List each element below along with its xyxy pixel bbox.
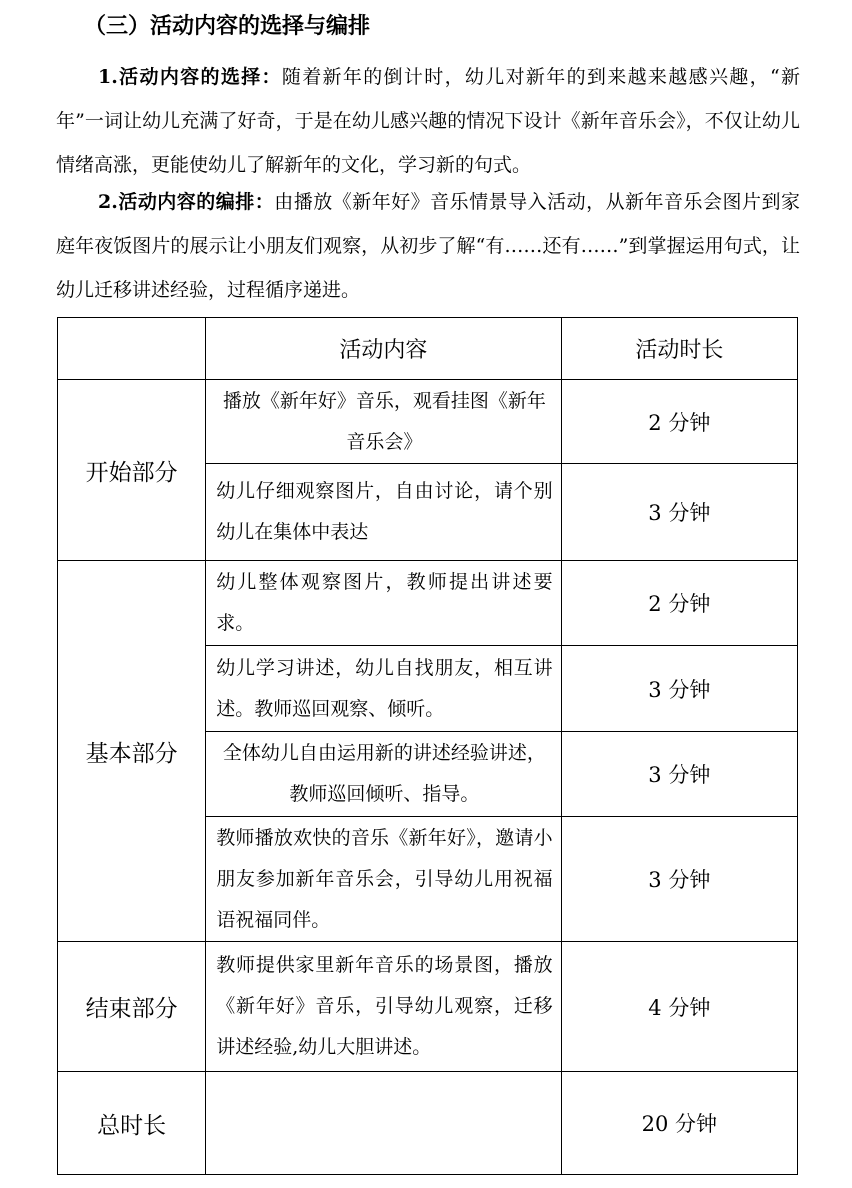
activity-table [57, 317, 798, 1175]
activity-content-cell: 教师播放欢快的音乐《新年好》，邀请小朋友参加新年音乐会，引导幼儿用祝福语祝福同伴。 [206, 817, 561, 942]
table-row [58, 561, 798, 646]
table-total-row [58, 1072, 798, 1175]
activity-duration-cell: 2 分钟 [561, 380, 797, 464]
activity-duration-cell: 3 分钟 [561, 464, 797, 561]
activity-duration-cell: 3 分钟 [561, 732, 797, 817]
table-row [58, 380, 798, 464]
paragraph-text: 随着新年的倒计时，幼儿对新年的到来越来越感兴趣，“新年”一词让幼儿充满了好奇，于是在幼儿感兴趣的情况下设计《新年音乐会》，不仅让幼儿情绪高涨，更能使幼儿了解新年的文化，学习新的句式。 [56, 66, 800, 176]
activity-duration-cell: 3 分钟 [561, 646, 797, 732]
activity-content-cell: 幼儿学习讲述，幼儿自找朋友，相互讲述。教师巡回观察、倾听。 [206, 646, 561, 732]
header-cell-duration: 活动时长 [561, 318, 797, 380]
header-cell-blank [58, 318, 206, 380]
activity-content-cell: 全体幼儿自由运用新的讲述经验讲述，教师巡回倾听、指导。 [206, 732, 561, 817]
activity-duration-cell: 4 分钟 [561, 942, 797, 1072]
activity-content-cell: 幼儿整体观察图片，教师提出讲述要求。 [206, 561, 561, 646]
total-content-cell [206, 1072, 561, 1175]
paragraph-lead: 2.活动内容的编排： [98, 191, 275, 213]
section-heading: （三）活动内容的选择与编排 [84, 14, 371, 39]
paragraph-text: 由播放《新年好》音乐情景导入活动，从新年音乐会图片到家庭年夜饭图片的展示让小朋友们观察，从初步了解“有……还有……”到掌握运用句式，让幼儿迁移讲述经验，过程循序递进。 [56, 191, 800, 301]
header-cell-content: 活动内容 [206, 318, 561, 380]
activity-content-cell: 播放《新年好》音乐，观看挂图《新年音乐会》 [206, 380, 561, 464]
section-label-basic: 基本部分 [58, 561, 206, 942]
paragraph-arrangement [56, 180, 800, 312]
table-row [58, 942, 798, 1072]
activity-duration-cell: 2 分钟 [561, 561, 797, 646]
section-label-end: 结束部分 [58, 942, 206, 1072]
total-label: 总时长 [58, 1072, 206, 1175]
table-header-row [58, 318, 798, 380]
total-duration-cell: 20 分钟 [561, 1072, 797, 1175]
activity-content-cell: 幼儿仔细观察图片，自由讨论，请个别幼儿在集体中表达 [206, 464, 561, 561]
section-label-start: 开始部分 [58, 380, 206, 561]
activity-content-cell: 教师提供家里新年音乐的场景图，播放《新年好》音乐，引导幼儿观察，迁移讲述经验,幼儿大胆讲述。 [206, 942, 561, 1072]
activity-duration-cell: 3 分钟 [561, 817, 797, 942]
paragraph-lead: 1.活动内容的选择： [98, 66, 282, 88]
paragraph-selection [56, 55, 800, 187]
